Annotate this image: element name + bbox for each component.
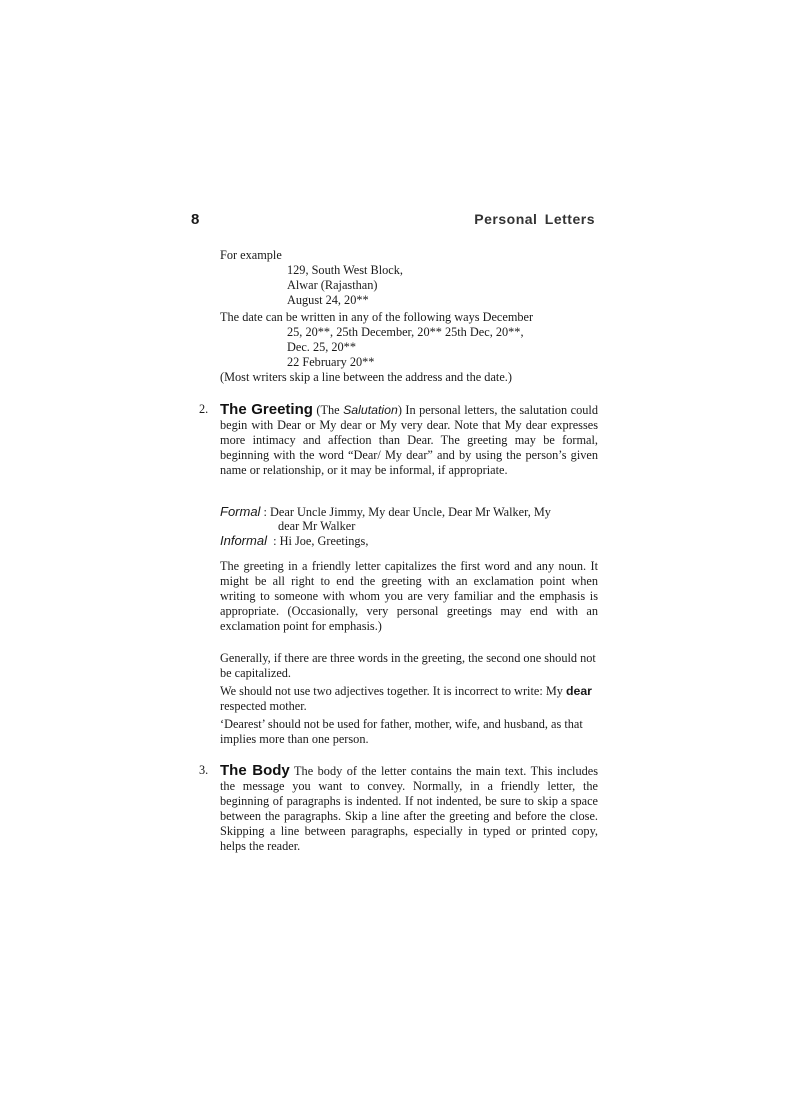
paren-close: ) xyxy=(397,403,402,417)
section-text: In personal letters, the salutation could begin with Dear or My dear or My very dear. Note that My dear expresses more intimacy and affection than Dear. The greeting may be formal, beginning with the word “Dear/ My dear” and by using the person’s given name or relationship, or it may be informal, if appropriate. xyxy=(220,403,598,477)
formal-label: Formal xyxy=(220,504,261,519)
formal-text: : Dear Uncle Jimmy, My dear Uncle, Dear Mr Walker, My xyxy=(260,505,551,519)
section-heading: The Greeting xyxy=(220,401,313,418)
greeting-paragraph xyxy=(220,684,598,714)
greeting-paragraph: Generally, if there are three words in the greeting, the second one should not be capitalized. xyxy=(220,651,596,680)
informal-label: Informal xyxy=(220,533,267,548)
date-note: (Most writers skip a line between the address and the date.) xyxy=(220,370,512,384)
address-example xyxy=(220,248,598,308)
date-intro: The date can be written in any of the following ways December xyxy=(220,310,534,324)
section-heading: The Body xyxy=(220,762,290,779)
running-title: Personal Letters xyxy=(474,211,595,227)
para-text: We should not use two adjectives together. It is incorrect to write: My xyxy=(220,684,566,698)
emphasis-word: dear xyxy=(565,684,592,698)
formal-continuation: dear Mr Walker xyxy=(278,519,356,533)
greeting-paragraph: The greeting in a friendly letter capitalizes the first word and any noun. It might be all right to end the greeting with an exclamation point when writing to someone with whom you are very familiar and the emphasis is appropriate. (Occasionally, very personal greetings may end with an exclamation point for emphasis.) xyxy=(220,559,598,633)
paren-open: (The xyxy=(312,403,344,417)
section-body xyxy=(199,762,598,854)
para-text: respected mother. xyxy=(220,699,307,713)
informal-text: : Hi Joe, Greetings, xyxy=(266,534,369,548)
address-line: Alwar (Rajasthan) xyxy=(287,278,378,292)
section-greeting xyxy=(199,401,598,478)
date-format-line: Dec. 25, 20** xyxy=(287,340,356,354)
page-header xyxy=(191,211,595,231)
greeting-examples xyxy=(220,504,598,549)
address-line: 129, South West Block, xyxy=(287,263,403,277)
date-format-line: 22 February 20** xyxy=(287,355,375,369)
section-number: 2. xyxy=(199,402,209,416)
salutation-term: Salutation xyxy=(343,403,398,417)
informal-example xyxy=(220,533,598,549)
date-formats xyxy=(220,310,598,385)
greeting-paragraph: ‘Dearest’ should not be used for father, mother, wife, and husband, as that implies more than one person. xyxy=(220,717,583,746)
page-number: 8 xyxy=(191,211,200,228)
formal-example xyxy=(220,504,598,520)
section-number: 3. xyxy=(199,763,209,777)
date-format-line: 25, 20**, 25th December, 20** 25th Dec, 20**, xyxy=(287,325,524,339)
address-line: August 24, 20** xyxy=(287,293,369,307)
page-content xyxy=(199,248,598,854)
section-text: The body of the letter contains the main text. This includes the message you want to convey. Normally, in a friendly letter, the beginning of paragraphs is indented. If not indented, be sure to skip a space between the paragraphs. Skip a line after the greeting and before the close. Skipping a line between paragraphs, especially in typed or printed copy, helps the reader. xyxy=(220,764,598,853)
address-intro: For example xyxy=(220,248,282,262)
